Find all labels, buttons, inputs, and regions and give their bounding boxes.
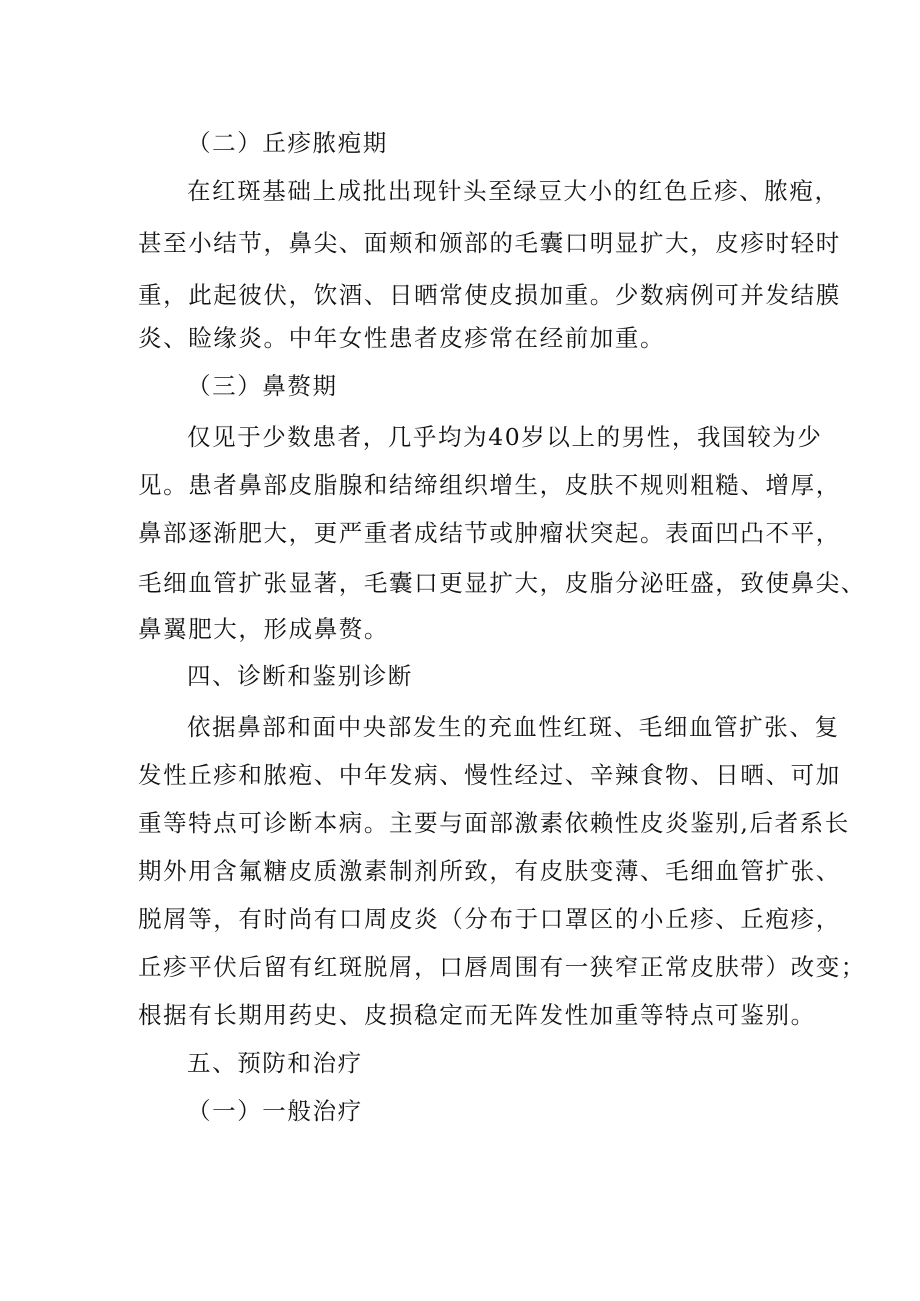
paragraph-line: 发性丘疹和脓疱、中年发病、慢性经过、辛辣食物、日晒、可加 bbox=[138, 761, 841, 789]
heading-papule-pustule-stage: （二）丘疹脓疱期 bbox=[187, 129, 388, 157]
paragraph-line: 鼻部逐渐肥大，更严重者成结节或肿瘤状突起。表面凹凸不平， bbox=[138, 519, 841, 547]
heading-rhinophyma-stage: （三）鼻赘期 bbox=[187, 372, 338, 400]
paragraph-line: 毛细血管扩张显著，毛囊口更显扩大，皮脂分泌旺盛，致使鼻尖、 bbox=[138, 569, 866, 597]
paragraph-line: 甚至小结节，鼻尖、面颊和颁部的毛囊口明显扩大，皮疹时轻时 bbox=[138, 229, 841, 257]
heading-prevention-treatment: 五、预防和治疗 bbox=[187, 1049, 363, 1077]
paragraph-line: 见。患者鼻部皮脂腺和结缔组织增生，皮肤不规则粗糙、增厚， bbox=[138, 471, 841, 499]
paragraph-line: 依据鼻部和面中央部发生的充血性红斑、毛细血管扩张、复 bbox=[187, 713, 840, 741]
paragraph-line: 炎、睑缘炎。中年女性患者皮疹常在经前加重。 bbox=[138, 324, 666, 352]
paragraph-line: 鼻翼肥大，形成鼻赘。 bbox=[138, 615, 389, 643]
paragraph-line: 期外用含氟糖皮质激素制剂所致，有皮肤变薄、毛细血管扩张、 bbox=[138, 857, 841, 885]
heading-general-treatment: （一）一般治疗 bbox=[187, 1097, 363, 1125]
paragraph-line: 在红斑基础上成批出现针头至绿豆大小的红色丘疹、脓疱， bbox=[187, 177, 840, 205]
paragraph-line: 根据有长期用药史、皮损稳定而无阵发性加重等特点可鉴别。 bbox=[138, 1001, 816, 1029]
paragraph-line: 脱屑等，有时尚有口周皮炎（分布于口罩区的小丘疹、丘疱疹， bbox=[138, 905, 841, 933]
paragraph-line: 仅见于少数患者，几乎均为40岁以上的男性，我国较为少 bbox=[187, 423, 823, 451]
paragraph-line: 重，此起彼伏，饮酒、日晒常使皮损加重。少数病例可并发结膜 bbox=[138, 281, 841, 309]
heading-diagnosis: 四、诊断和鉴别诊断 bbox=[187, 662, 413, 690]
paragraph-line: 丘疹平伏后留有红斑脱屑，口唇周围有一狭窄正常皮肤带）改变； bbox=[138, 953, 866, 981]
paragraph-line: 重等特点可诊断本病。主要与面部激素依赖性皮炎鉴别,后者系长 bbox=[138, 809, 850, 837]
